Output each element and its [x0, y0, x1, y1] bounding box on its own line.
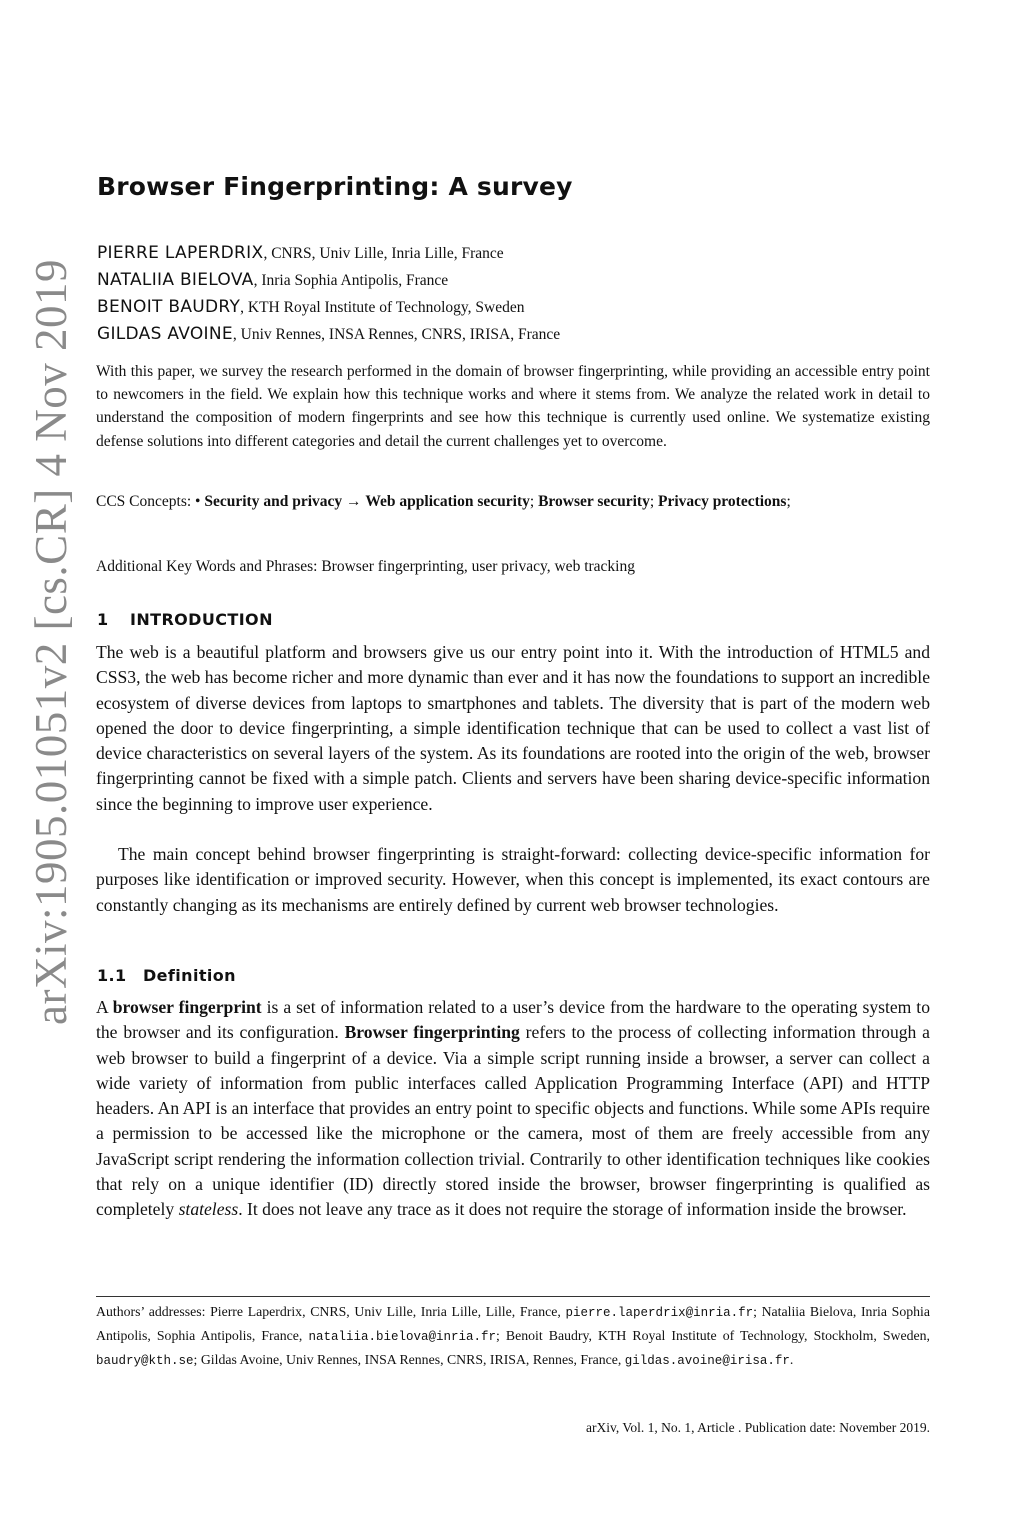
section-title: INTRODUCTION [130, 610, 273, 629]
text-run: A [96, 997, 113, 1017]
author-name: BENOIT BAUDRY [97, 297, 241, 317]
text-run: ; Gildas Avoine, Univ Rennes, INSA Rennes, CNRS, IRISA, Rennes, France, [193, 1351, 625, 1367]
subsection-heading [97, 966, 236, 985]
text-run: is a set of information related to a user’s device from the hardware to the operating system to the browser and its configuration. [96, 997, 930, 1043]
ccs-concept: Web application security [365, 493, 530, 510]
author-entry [97, 240, 931, 267]
intro-paragraph: The main concept behind browser fingerprinting is straight-forward: collecting device-specific information for purposes like identification or improved security. However, when this concept is implemented, its exact contours are constantly changing as its mechanisms are entirely defined by current web browser technologies. [96, 844, 930, 915]
ccs-concept: Browser security [538, 493, 650, 510]
email-address: baudry@kth.se [96, 1353, 194, 1368]
author-affiliation: , Univ Rennes, INSA Rennes, CNRS, IRISA, France [232, 326, 561, 343]
text-run: . It does not leave any trace as it does not require the storage of information inside the browser. [238, 1199, 907, 1220]
paper-title: Browser Fingerprinting: A survey [97, 172, 573, 201]
author-name: PIERRE LAPERDRIX [97, 243, 264, 263]
ccs-separator: ; [529, 493, 539, 510]
author-entry [97, 267, 931, 294]
arxiv-identifier-stamp: arXiv:1905.01051v2 [cs.CR] 4 Nov 2019 [26, 259, 76, 1025]
author-entry [97, 294, 931, 321]
page-footer: arXiv, Vol. 1, No. 1, Article . Publication date: November 2019. [586, 1420, 930, 1435]
subsection-number: 1.1 [97, 966, 127, 985]
author-entry [97, 321, 931, 348]
text-run: ; Benoit Baudry, KTH Royal Institute of Technology, Stockholm, Sweden, [495, 1327, 931, 1343]
author-affiliation: , Inria Sophia Antipolis, France [253, 272, 449, 289]
ccs-concept: Security and privacy [204, 493, 343, 510]
text-run: refers to the process of collecting information through a web browser to build a fingerprint of a device. Via a simple script running inside a browser, a server can collect a wide variety of information from public interfaces called Application Programming Interface (API) and HTTP headers. An API is an interface that provides an entry point to specific objects and functions. While some APIs require a permission to be accessed like the microphone or the camera, most of them are freely accessible from any JavaScript script rendering the information collection trivial. Contrarily to other identification techniques like cookies that rely on a unique identifier (ID) directly stored inside the browser, browser fingerprinting is qualified as completely [96, 1022, 930, 1220]
email-address: gildas.avoine@irisa.fr [624, 1353, 790, 1368]
bold-term: browser fingerprint [112, 997, 262, 1017]
definition-paragraph [96, 995, 930, 1223]
text-run: . [789, 1351, 794, 1367]
author-list [97, 240, 931, 348]
ccs-concepts [96, 490, 930, 513]
author-name: NATALIIA BIELOVA [97, 270, 254, 290]
keywords: Additional Key Words and Phrases: Browser fingerprinting, user privacy, web tracking [96, 558, 635, 575]
authors-addresses-footnote [96, 1301, 930, 1372]
ccs-bullet: • [195, 493, 205, 510]
email-address: nataliia.bielova@inria.fr [308, 1329, 496, 1344]
ccs-arrow: → [342, 493, 366, 510]
section-number: 1 [97, 610, 109, 629]
section-heading [97, 610, 273, 629]
author-affiliation: , KTH Royal Institute of Technology, Sweden [240, 299, 525, 316]
bold-term: Browser fingerprinting [344, 1022, 520, 1043]
author-affiliation: , CNRS, Univ Lille, Inria Lille, France [263, 245, 504, 262]
ccs-label: CCS Concepts: [96, 493, 196, 510]
ccs-concept: Privacy protections [658, 493, 787, 510]
email-address: pierre.laperdrix@inria.fr [565, 1306, 754, 1320]
abstract: With this paper, we survey the research performed in the domain of browser fingerprinting, while providing an accessible entry point to newcomers in the field. We explain how this technique works and where it stems from. We analyze the related work in detail to understand the composition of modern fingerprints and see how this technique is currently used online. We systematize existing defense solutions into different categories and detail the current challenges yet to overcome. [96, 363, 930, 450]
intro-paragraph: The web is a beautiful platform and browsers give us our entry point into it. With the introduction of HTML5 and CSS3, the web has become richer and more dynamic than ever and it has now the foundations to support an incredible ecosystem of diverse devices from laptops to smartphones and tablets. The diversity that is part of the modern web opened the door to device fingerprinting, a simple identification technique that can be used to collect a vast list of device characteristics on several layers of the system. As its foundations are rooted into the origin of the web, browser fingerprinting cannot be fixed with a simple patch. Clients and servers have been sharing device-specific information since the beginning to improve user experience. [96, 642, 930, 814]
author-name: GILDAS AVOINE [97, 324, 233, 344]
text-run: Authors’ addresses: Pierre Laperdrix, CNRS, Univ Lille, Inria Lille, Lille, France, [96, 1304, 566, 1319]
text-run: ; Nataliia Bielova, Inria Sophia Antipolis, Sophia Antipolis, France, [96, 1304, 931, 1343]
ccs-end: ; [786, 493, 791, 510]
ccs-separator: ; [649, 493, 659, 510]
subsection-title: Definition [143, 966, 236, 985]
footnote-divider [96, 1296, 930, 1297]
italic-term: stateless [178, 1199, 239, 1220]
